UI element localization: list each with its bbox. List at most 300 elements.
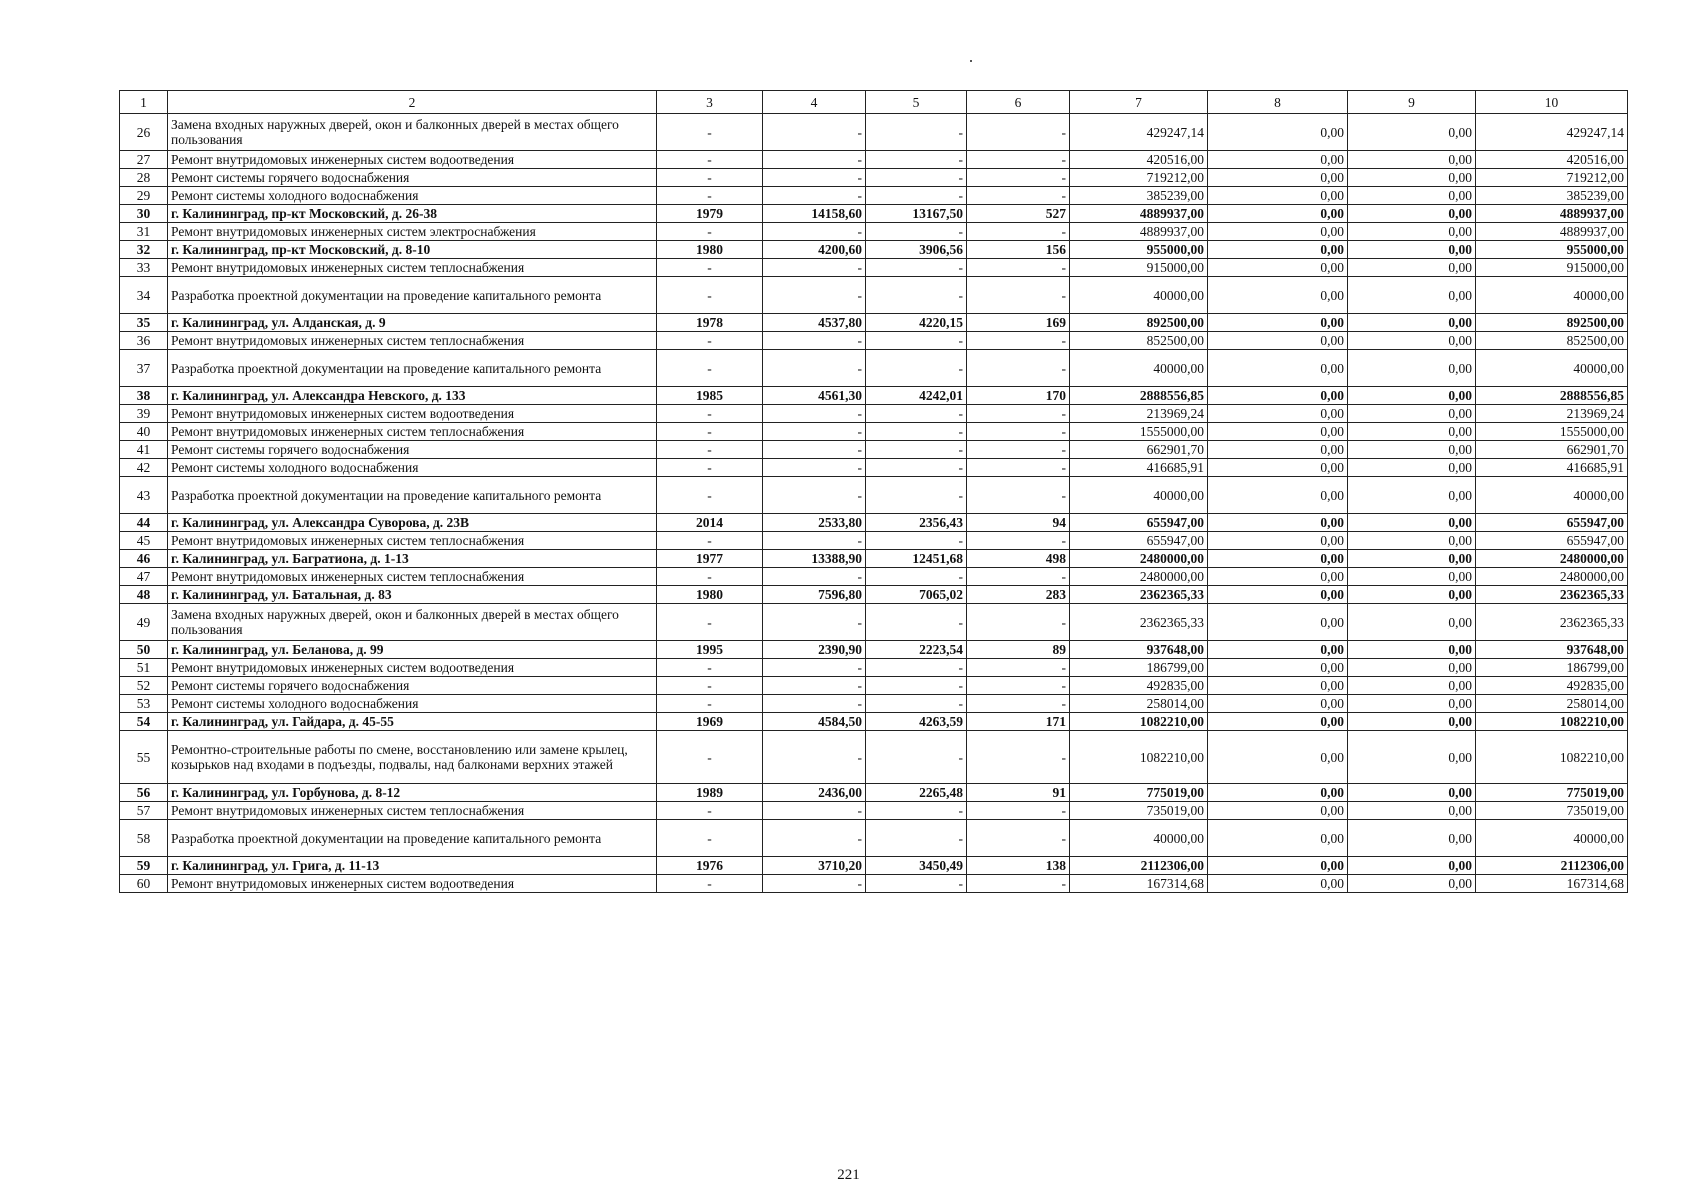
- row-cost-col10: 4889937,00: [1476, 205, 1628, 223]
- row-cost-total: 492835,00: [1070, 677, 1208, 695]
- row-cost-col10: 655947,00: [1476, 514, 1628, 532]
- row-area-total: -: [763, 405, 866, 423]
- header-col-9: 9: [1348, 91, 1476, 114]
- row-cost-total: 775019,00: [1070, 784, 1208, 802]
- row-year: -: [657, 477, 763, 514]
- table-row-work: [120, 187, 1628, 205]
- row-cost-col8: 0,00: [1208, 277, 1348, 314]
- row-description: Ремонт внутридомовых инженерных систем теплоснабжения: [168, 332, 657, 350]
- row-area-total: -: [763, 151, 866, 169]
- row-year: -: [657, 223, 763, 241]
- row-description: Ремонт внутридомовых инженерных систем теплоснабжения: [168, 802, 657, 820]
- row-description: г. Калининград, ул. Александра Суворова, д. 23В: [168, 514, 657, 532]
- row-description: г. Калининград, ул. Алданская, д. 9: [168, 314, 657, 332]
- row-residents: 169: [967, 314, 1070, 332]
- row-year: -: [657, 659, 763, 677]
- row-description: Ремонт внутридомовых инженерных систем водоотведения: [168, 875, 657, 893]
- row-number: 49: [120, 604, 168, 641]
- row-cost-col8: 0,00: [1208, 857, 1348, 875]
- row-description: г. Калининград, пр-кт Московский, д. 8-10: [168, 241, 657, 259]
- row-number: 27: [120, 151, 168, 169]
- table-row-work: [120, 423, 1628, 441]
- row-cost-col9: 0,00: [1348, 568, 1476, 586]
- row-cost-col10: 492835,00: [1476, 677, 1628, 695]
- table-row-work: [120, 731, 1628, 784]
- row-year: 1995: [657, 641, 763, 659]
- row-year: -: [657, 677, 763, 695]
- row-cost-col8: 0,00: [1208, 441, 1348, 459]
- row-cost-total: 719212,00: [1070, 169, 1208, 187]
- header-col-3: 3: [657, 91, 763, 114]
- table-row-work: [120, 568, 1628, 586]
- table-row-work: [120, 332, 1628, 350]
- row-description: г. Калининград, ул. Батальная, д. 83: [168, 586, 657, 604]
- table-row-address: [120, 241, 1628, 259]
- row-area-total: -: [763, 169, 866, 187]
- row-cost-col9: 0,00: [1348, 641, 1476, 659]
- row-area-total: -: [763, 187, 866, 205]
- header-col-10: 10: [1476, 91, 1628, 114]
- row-area-living: 2265,48: [866, 784, 967, 802]
- row-cost-col10: 213969,24: [1476, 405, 1628, 423]
- row-number: 30: [120, 205, 168, 223]
- row-cost-total: 40000,00: [1070, 277, 1208, 314]
- table-row-address: [120, 713, 1628, 731]
- row-cost-col8: 0,00: [1208, 784, 1348, 802]
- row-cost-col10: 955000,00: [1476, 241, 1628, 259]
- row-cost-total: 955000,00: [1070, 241, 1208, 259]
- table-row-address: [120, 314, 1628, 332]
- row-number: 57: [120, 802, 168, 820]
- row-cost-total: 385239,00: [1070, 187, 1208, 205]
- header-col-4: 4: [763, 91, 866, 114]
- row-description: Разработка проектной документации на проведение капитального ремонта: [168, 820, 657, 857]
- row-number: 55: [120, 731, 168, 784]
- row-cost-total: 937648,00: [1070, 641, 1208, 659]
- row-year: -: [657, 731, 763, 784]
- row-cost-col10: 1082210,00: [1476, 731, 1628, 784]
- row-cost-col8: 0,00: [1208, 332, 1348, 350]
- row-cost-total: 2480000,00: [1070, 568, 1208, 586]
- row-residents: -: [967, 477, 1070, 514]
- row-area-living: 7065,02: [866, 586, 967, 604]
- row-cost-col9: 0,00: [1348, 314, 1476, 332]
- row-residents: -: [967, 659, 1070, 677]
- row-area-living: -: [866, 695, 967, 713]
- row-area-living: 2223,54: [866, 641, 967, 659]
- row-area-total: -: [763, 259, 866, 277]
- row-cost-col8: 0,00: [1208, 241, 1348, 259]
- row-area-living: 3906,56: [866, 241, 967, 259]
- row-area-living: -: [866, 568, 967, 586]
- row-cost-total: 892500,00: [1070, 314, 1208, 332]
- row-area-living: 3450,49: [866, 857, 967, 875]
- row-number: 38: [120, 387, 168, 405]
- row-description: г. Калининград, пр-кт Московский, д. 26-38: [168, 205, 657, 223]
- row-description: г. Калининград, ул. Багратиона, д. 1-13: [168, 550, 657, 568]
- row-cost-col10: 2480000,00: [1476, 550, 1628, 568]
- row-cost-col8: 0,00: [1208, 423, 1348, 441]
- row-year: 1976: [657, 857, 763, 875]
- table-row-work: [120, 114, 1628, 151]
- table-row-work: [120, 604, 1628, 641]
- row-cost-col9: 0,00: [1348, 586, 1476, 604]
- row-description: Ремонт внутридомовых инженерных систем водоотведения: [168, 151, 657, 169]
- row-description: Ремонт внутридомовых инженерных систем теплоснабжения: [168, 568, 657, 586]
- table-header: [120, 91, 1628, 114]
- row-area-living: -: [866, 875, 967, 893]
- row-area-living: -: [866, 350, 967, 387]
- row-year: 1978: [657, 314, 763, 332]
- row-area-living: -: [866, 223, 967, 241]
- row-area-total: -: [763, 332, 866, 350]
- row-area-total: -: [763, 568, 866, 586]
- row-cost-col10: 4889937,00: [1476, 223, 1628, 241]
- row-residents: -: [967, 875, 1070, 893]
- row-year: -: [657, 277, 763, 314]
- row-cost-col10: 1082210,00: [1476, 713, 1628, 731]
- row-cost-total: 735019,00: [1070, 802, 1208, 820]
- row-residents: -: [967, 259, 1070, 277]
- row-cost-total: 2480000,00: [1070, 550, 1208, 568]
- page-number: 221: [837, 1167, 860, 1183]
- row-residents: 170: [967, 387, 1070, 405]
- row-cost-total: 416685,91: [1070, 459, 1208, 477]
- row-cost-col10: 258014,00: [1476, 695, 1628, 713]
- row-description: Ремонтно-строительные работы по смене, восстановлению или замене крылец, козырьков над входами в подъезды, подвалы, над балконами верхних этажей: [168, 731, 657, 784]
- table-body: [120, 114, 1628, 893]
- row-cost-total: 40000,00: [1070, 820, 1208, 857]
- row-year: -: [657, 532, 763, 550]
- row-cost-col8: 0,00: [1208, 659, 1348, 677]
- row-cost-col9: 0,00: [1348, 713, 1476, 731]
- row-area-total: -: [763, 677, 866, 695]
- row-cost-total: 662901,70: [1070, 441, 1208, 459]
- row-cost-total: 2888556,85: [1070, 387, 1208, 405]
- row-year: -: [657, 350, 763, 387]
- row-residents: -: [967, 350, 1070, 387]
- table-row-work: [120, 350, 1628, 387]
- row-cost-col10: 40000,00: [1476, 820, 1628, 857]
- row-description: г. Калининград, ул. Беланова, д. 99: [168, 641, 657, 659]
- row-cost-col8: 0,00: [1208, 350, 1348, 387]
- row-number: 54: [120, 713, 168, 731]
- header-row: [120, 91, 1628, 114]
- row-number: 46: [120, 550, 168, 568]
- row-cost-col8: 0,00: [1208, 820, 1348, 857]
- row-area-total: -: [763, 820, 866, 857]
- row-cost-col9: 0,00: [1348, 205, 1476, 223]
- row-year: -: [657, 459, 763, 477]
- row-cost-total: 4889937,00: [1070, 205, 1208, 223]
- row-area-total: -: [763, 114, 866, 151]
- row-cost-col8: 0,00: [1208, 314, 1348, 332]
- row-area-total: 4537,80: [763, 314, 866, 332]
- row-cost-col8: 0,00: [1208, 604, 1348, 641]
- row-cost-col10: 2112306,00: [1476, 857, 1628, 875]
- table-row-work: [120, 405, 1628, 423]
- row-year: 1989: [657, 784, 763, 802]
- row-description: г. Калининград, ул. Александра Невского, д. 133: [168, 387, 657, 405]
- row-year: -: [657, 332, 763, 350]
- row-residents: -: [967, 114, 1070, 151]
- row-cost-total: 2362365,33: [1070, 604, 1208, 641]
- row-area-total: -: [763, 223, 866, 241]
- row-year: 1969: [657, 713, 763, 731]
- row-residents: -: [967, 405, 1070, 423]
- row-cost-col9: 0,00: [1348, 659, 1476, 677]
- row-number: 35: [120, 314, 168, 332]
- row-description: Ремонт системы холодного водоснабжения: [168, 187, 657, 205]
- row-area-total: -: [763, 875, 866, 893]
- table-row-address: [120, 387, 1628, 405]
- row-area-living: -: [866, 423, 967, 441]
- row-year: -: [657, 441, 763, 459]
- row-area-living: -: [866, 187, 967, 205]
- row-cost-total: 655947,00: [1070, 532, 1208, 550]
- row-area-total: 13388,90: [763, 550, 866, 568]
- row-description: Ремонт внутридомовых инженерных систем водоотведения: [168, 659, 657, 677]
- header-col-5: 5: [866, 91, 967, 114]
- row-area-total: -: [763, 731, 866, 784]
- row-number: 45: [120, 532, 168, 550]
- row-residents: -: [967, 441, 1070, 459]
- row-number: 37: [120, 350, 168, 387]
- row-residents: -: [967, 423, 1070, 441]
- row-cost-col10: 385239,00: [1476, 187, 1628, 205]
- table-row-work: [120, 151, 1628, 169]
- row-cost-col10: 719212,00: [1476, 169, 1628, 187]
- row-area-total: -: [763, 604, 866, 641]
- row-cost-col8: 0,00: [1208, 641, 1348, 659]
- row-area-living: 4263,59: [866, 713, 967, 731]
- row-cost-col8: 0,00: [1208, 477, 1348, 514]
- row-cost-col9: 0,00: [1348, 259, 1476, 277]
- header-col-8: 8: [1208, 91, 1348, 114]
- row-area-living: -: [866, 820, 967, 857]
- row-number: 51: [120, 659, 168, 677]
- row-cost-col10: 915000,00: [1476, 259, 1628, 277]
- row-residents: -: [967, 695, 1070, 713]
- row-residents: -: [967, 187, 1070, 205]
- row-year: -: [657, 802, 763, 820]
- row-area-living: -: [866, 151, 967, 169]
- row-cost-col9: 0,00: [1348, 459, 1476, 477]
- row-cost-col8: 0,00: [1208, 459, 1348, 477]
- row-area-total: 2390,90: [763, 641, 866, 659]
- row-description: Ремонт системы горячего водоснабжения: [168, 441, 657, 459]
- row-residents: 156: [967, 241, 1070, 259]
- row-cost-col10: 167314,68: [1476, 875, 1628, 893]
- row-cost-col9: 0,00: [1348, 784, 1476, 802]
- row-cost-col9: 0,00: [1348, 550, 1476, 568]
- row-number: 33: [120, 259, 168, 277]
- table-row-work: [120, 875, 1628, 893]
- row-cost-col8: 0,00: [1208, 259, 1348, 277]
- row-description: Ремонт внутридомовых инженерных систем теплоснабжения: [168, 423, 657, 441]
- row-area-living: -: [866, 114, 967, 151]
- row-cost-total: 1082210,00: [1070, 731, 1208, 784]
- row-cost-col10: 735019,00: [1476, 802, 1628, 820]
- row-cost-col10: 2362365,33: [1476, 586, 1628, 604]
- row-cost-col9: 0,00: [1348, 405, 1476, 423]
- row-residents: 171: [967, 713, 1070, 731]
- row-area-total: -: [763, 459, 866, 477]
- row-area-living: -: [866, 677, 967, 695]
- row-number: 53: [120, 695, 168, 713]
- row-cost-total: 852500,00: [1070, 332, 1208, 350]
- row-area-total: 14158,60: [763, 205, 866, 223]
- row-area-living: -: [866, 532, 967, 550]
- row-residents: -: [967, 277, 1070, 314]
- row-area-living: -: [866, 802, 967, 820]
- row-year: 1980: [657, 241, 763, 259]
- row-residents: -: [967, 802, 1070, 820]
- row-area-total: -: [763, 659, 866, 677]
- table-row-work: [120, 695, 1628, 713]
- table-row-work: [120, 459, 1628, 477]
- row-number: 29: [120, 187, 168, 205]
- row-year: -: [657, 169, 763, 187]
- row-cost-col9: 0,00: [1348, 695, 1476, 713]
- row-number: 56: [120, 784, 168, 802]
- row-description: Разработка проектной документации на проведение капитального ремонта: [168, 350, 657, 387]
- row-residents: -: [967, 532, 1070, 550]
- row-cost-col8: 0,00: [1208, 568, 1348, 586]
- row-cost-col8: 0,00: [1208, 205, 1348, 223]
- row-cost-col9: 0,00: [1348, 151, 1476, 169]
- row-year: 1980: [657, 586, 763, 604]
- row-cost-col9: 0,00: [1348, 187, 1476, 205]
- row-cost-col8: 0,00: [1208, 223, 1348, 241]
- row-cost-col10: 2888556,85: [1476, 387, 1628, 405]
- row-cost-total: 2112306,00: [1070, 857, 1208, 875]
- row-cost-col9: 0,00: [1348, 387, 1476, 405]
- row-cost-col10: 852500,00: [1476, 332, 1628, 350]
- row-area-living: 4220,15: [866, 314, 967, 332]
- row-year: -: [657, 875, 763, 893]
- row-year: -: [657, 114, 763, 151]
- table-row-address: [120, 784, 1628, 802]
- row-cost-col8: 0,00: [1208, 514, 1348, 532]
- row-description: Ремонт внутридомовых инженерных систем водоотведения: [168, 405, 657, 423]
- row-description: Ремонт системы горячего водоснабжения: [168, 677, 657, 695]
- row-cost-col9: 0,00: [1348, 514, 1476, 532]
- row-number: 28: [120, 169, 168, 187]
- row-cost-col10: 892500,00: [1476, 314, 1628, 332]
- row-area-total: -: [763, 441, 866, 459]
- row-cost-col9: 0,00: [1348, 857, 1476, 875]
- row-area-living: -: [866, 459, 967, 477]
- row-cost-total: 186799,00: [1070, 659, 1208, 677]
- row-cost-col8: 0,00: [1208, 875, 1348, 893]
- row-number: 42: [120, 459, 168, 477]
- header-col-1: 1: [120, 91, 168, 114]
- row-cost-col9: 0,00: [1348, 820, 1476, 857]
- row-cost-col8: 0,00: [1208, 586, 1348, 604]
- header-col-7: 7: [1070, 91, 1208, 114]
- table-row-work: [120, 223, 1628, 241]
- row-year: -: [657, 695, 763, 713]
- table-row-address: [120, 514, 1628, 532]
- row-area-total: -: [763, 477, 866, 514]
- row-cost-col8: 0,00: [1208, 532, 1348, 550]
- row-area-total: -: [763, 350, 866, 387]
- row-area-total: 4584,50: [763, 713, 866, 731]
- row-cost-col10: 40000,00: [1476, 350, 1628, 387]
- row-year: 1985: [657, 387, 763, 405]
- row-cost-col8: 0,00: [1208, 713, 1348, 731]
- row-year: 1979: [657, 205, 763, 223]
- row-year: -: [657, 405, 763, 423]
- header-col-6: 6: [967, 91, 1070, 114]
- row-cost-col10: 662901,70: [1476, 441, 1628, 459]
- row-cost-col8: 0,00: [1208, 151, 1348, 169]
- row-year: -: [657, 568, 763, 586]
- row-cost-col9: 0,00: [1348, 114, 1476, 151]
- row-area-living: -: [866, 405, 967, 423]
- capital-repair-table: [119, 90, 1627, 893]
- row-cost-col10: 2480000,00: [1476, 568, 1628, 586]
- table-row-work: [120, 277, 1628, 314]
- row-residents: -: [967, 820, 1070, 857]
- row-number: 39: [120, 405, 168, 423]
- row-area-total: -: [763, 423, 866, 441]
- row-description: Ремонт внутридомовых инженерных систем теплоснабжения: [168, 532, 657, 550]
- row-residents: -: [967, 568, 1070, 586]
- row-year: -: [657, 259, 763, 277]
- row-area-living: -: [866, 477, 967, 514]
- row-year: 1977: [657, 550, 763, 568]
- row-number: 34: [120, 277, 168, 314]
- row-cost-col8: 0,00: [1208, 695, 1348, 713]
- row-description: Разработка проектной документации на проведение капитального ремонта: [168, 277, 657, 314]
- row-cost-total: 915000,00: [1070, 259, 1208, 277]
- row-cost-total: 167314,68: [1070, 875, 1208, 893]
- scan-speck: [970, 60, 972, 62]
- row-number: 48: [120, 586, 168, 604]
- row-number: 59: [120, 857, 168, 875]
- row-area-total: -: [763, 802, 866, 820]
- row-cost-col9: 0,00: [1348, 677, 1476, 695]
- row-year: 2014: [657, 514, 763, 532]
- row-area-total: 4561,30: [763, 387, 866, 405]
- row-description: Ремонт системы холодного водоснабжения: [168, 459, 657, 477]
- row-cost-total: 2362365,33: [1070, 586, 1208, 604]
- row-area-living: -: [866, 604, 967, 641]
- row-residents: -: [967, 604, 1070, 641]
- table-row-work: [120, 677, 1628, 695]
- row-area-living: -: [866, 731, 967, 784]
- row-cost-total: 40000,00: [1070, 477, 1208, 514]
- row-cost-col9: 0,00: [1348, 477, 1476, 514]
- row-description: Ремонт внутридомовых инженерных систем электроснабжения: [168, 223, 657, 241]
- row-cost-col8: 0,00: [1208, 387, 1348, 405]
- row-description: Ремонт системы холодного водоснабжения: [168, 695, 657, 713]
- row-cost-col9: 0,00: [1348, 223, 1476, 241]
- row-cost-col10: 40000,00: [1476, 277, 1628, 314]
- row-area-living: 13167,50: [866, 205, 967, 223]
- row-cost-total: 213969,24: [1070, 405, 1208, 423]
- row-year: -: [657, 423, 763, 441]
- table-row-address: [120, 857, 1628, 875]
- row-cost-col9: 0,00: [1348, 350, 1476, 387]
- row-area-living: -: [866, 659, 967, 677]
- row-description: Замена входных наружных дверей, окон и балконных дверей в местах общего пользования: [168, 114, 657, 151]
- row-cost-total: 40000,00: [1070, 350, 1208, 387]
- row-area-living: 2356,43: [866, 514, 967, 532]
- row-area-living: -: [866, 441, 967, 459]
